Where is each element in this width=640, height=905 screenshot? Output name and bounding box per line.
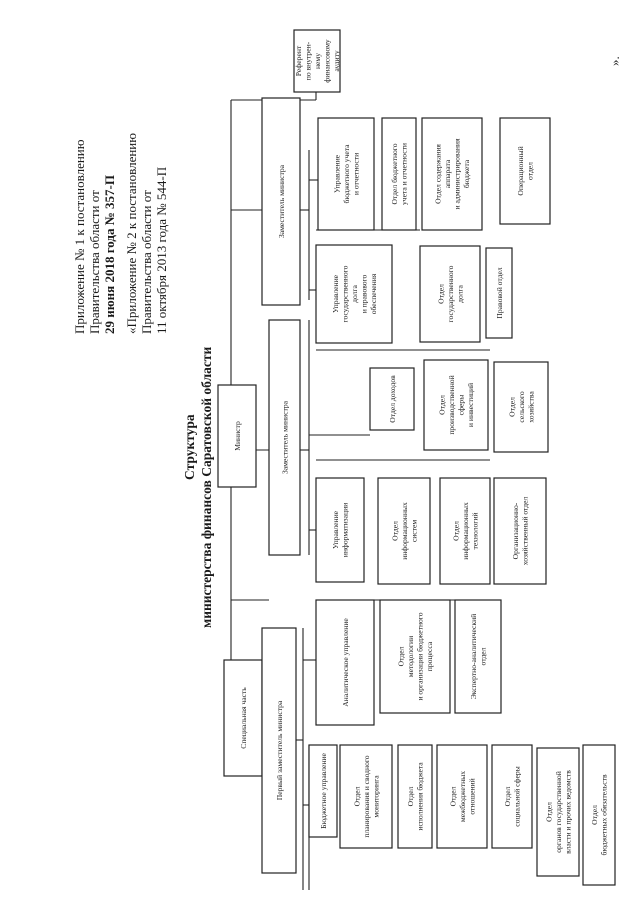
svg-text:Министр: Министр — [232, 421, 242, 451]
svg-text:Отделметодологиии организации: Отделметодологиии организации бюджетногопроцесса — [396, 612, 435, 701]
appendix-2-line-1: «Приложение № 2 к постановлению — [124, 133, 139, 334]
appendix-1-line-2: Правительства области от — [87, 190, 102, 334]
closing-quote-mark: ». — [607, 56, 622, 66]
svg-text:Правовой отдел: Правовой отдел — [494, 267, 504, 319]
dept-apparatus-box — [422, 118, 482, 230]
deputy-minister-a-box — [269, 320, 300, 555]
special-part-box — [224, 660, 262, 776]
svg-text:Отделгосударственногодолга: Отделгосударственногодолга — [436, 265, 465, 323]
svg-text:Заместитель министра: Заместитель министра — [280, 400, 290, 475]
svg-text:Отдел содержанияаппаратаи адми: Отдел содержанияаппаратаи администрированиябюджета — [433, 138, 472, 210]
svg-text:Бюджетное управление: Бюджетное управление — [318, 753, 328, 829]
appendix-2-line-2: Правительства области от — [139, 190, 154, 334]
svg-text:Отделорганов государственнойвл: Отделорганов государственнойвласти и прочих ведомств — [544, 770, 573, 854]
budget-management-box — [309, 745, 337, 837]
svg-text:Отделмежбюджетныхотношений: Отделмежбюджетныхотношений — [448, 770, 477, 823]
title-line-2: министерства финансов Саратовской области — [199, 346, 214, 628]
analytic-management-box — [316, 600, 374, 725]
deputy-minister-b-box — [262, 98, 300, 305]
minister-box — [218, 385, 256, 487]
accounting-management-box — [318, 118, 374, 230]
dept-legal-box — [486, 248, 512, 338]
svg-text:Отделпроизводственнойсферыи ин: Отделпроизводственнойсферыи инвестиций — [437, 375, 476, 435]
title-line-1: Структура — [182, 414, 197, 480]
dept-info-systems-box — [378, 478, 430, 584]
dept-expert-analytic-box — [455, 600, 501, 713]
svg-text:Заместитель министра: Заместитель министра — [276, 164, 286, 239]
svg-text:Референтпо внутрен-немуфинансо: Референтпо внутрен-немуфинансовомуаудиту — [293, 39, 341, 83]
dept-gov-bodies-box — [537, 748, 579, 876]
svg-text:Отделинформационныхсистем: Отделинформационныхсистем — [390, 502, 419, 560]
debt-management-box — [316, 245, 392, 343]
svg-text:Отделисполнения бюджета: Отделисполнения бюджета — [406, 762, 425, 831]
svg-text:Отделсоциальной сферы: Отделсоциальной сферы — [503, 766, 522, 827]
svg-text:Первый заместитель министра: Первый заместитель министра — [274, 700, 284, 801]
dept-info-tech-box — [440, 478, 490, 584]
appendix-1-line-1: Приложение № 1 к постановлению — [72, 139, 87, 334]
svg-text:Экспертно-аналитическийотдел: Экспертно-аналитическийотдел — [469, 613, 488, 700]
appendix-2-line-3: 11 октября 2013 года № 544-П — [154, 166, 169, 334]
svg-text:Специальная часть: Специальная часть — [238, 687, 248, 749]
dept-social-box — [492, 745, 532, 848]
svg-text:Аналитическое управление: Аналитическое управление — [340, 618, 350, 707]
info-management-box — [316, 478, 364, 582]
dept-planning-box — [340, 745, 392, 848]
dept-interbudget-box — [437, 745, 487, 848]
dept-agriculture-box — [494, 362, 548, 452]
svg-text:Управлениеинформатизации: Управлениеинформатизации — [331, 502, 350, 558]
dept-obligations-box — [583, 745, 615, 885]
dept-income-box — [370, 368, 414, 430]
svg-text:Управлениебюджетного учетаи от: Управлениебюджетного учетаи отчетности — [332, 144, 361, 204]
svg-text:Отделинформационныхтехнологий: Отделинформационныхтехнологий — [451, 502, 480, 560]
svg-text:Отделпланирования и сводногомо: Отделпланирования и сводногомониторинга — [352, 755, 381, 838]
svg-text:Организационно-хозяйственный о: Организационно-хозяйственный отдел — [511, 496, 530, 566]
dept-production-box — [424, 360, 488, 450]
svg-text:Операционныйотдел: Операционныйотдел — [516, 146, 535, 196]
dept-execution-box — [398, 745, 432, 848]
svg-text:Отдел бюджетногоучета и отчетн: Отдел бюджетногоучета и отчетности — [390, 143, 409, 205]
dept-accounting-box — [382, 118, 416, 230]
dept-state-debt-box — [420, 246, 480, 342]
referent-box — [294, 30, 341, 92]
svg-text:Отдел доходов: Отдел доходов — [387, 375, 397, 423]
dept-org-econ-box — [494, 478, 546, 584]
svg-text:Отделбюджетных обязательств: Отделбюджетных обязательств — [590, 774, 609, 856]
svg-text:Управлениегосударственногодолг: Управлениегосударственногодолгаи правовогообеспечения — [330, 265, 378, 323]
svg-text:Отделсельскогохозяйства: Отделсельскогохозяйства — [507, 391, 536, 423]
dept-methodology-box — [380, 600, 450, 713]
appendix-1-line-3: 29 июня 2018 года № 357-П — [102, 175, 117, 334]
first-deputy-box — [262, 628, 296, 873]
dept-operational-box — [500, 118, 550, 224]
